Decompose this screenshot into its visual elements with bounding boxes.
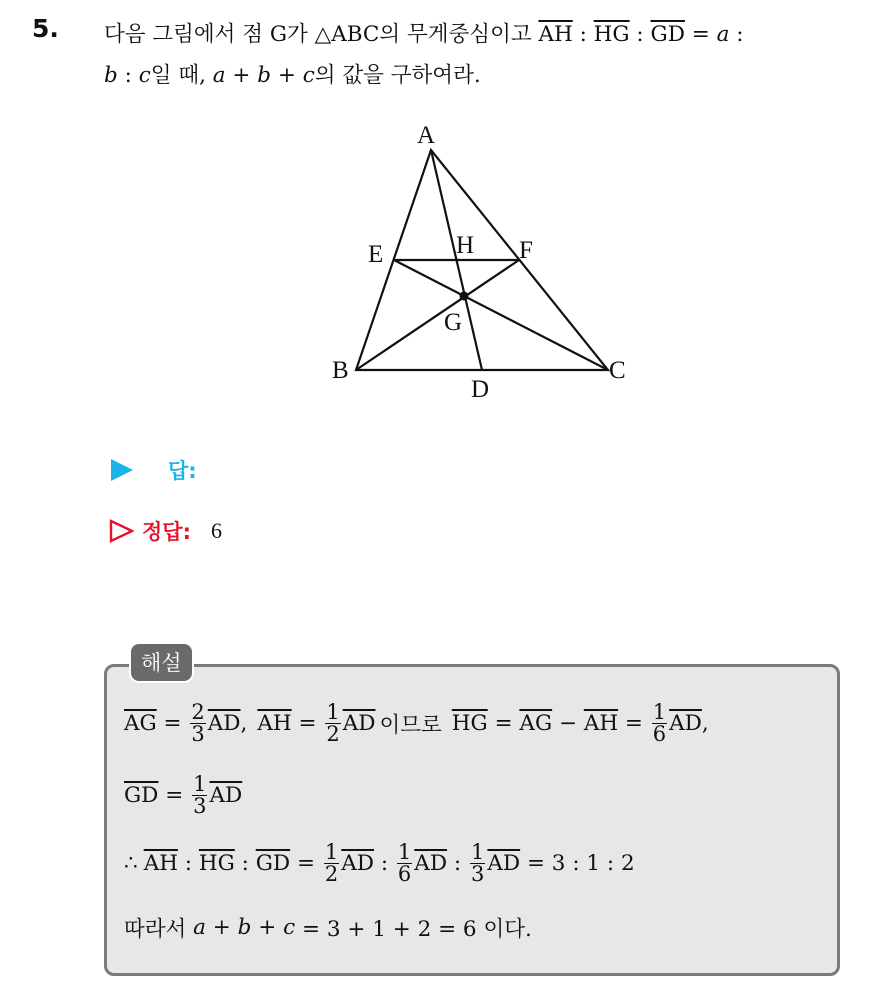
median-be — [356, 260, 519, 370]
answer-label: 답: — [168, 459, 197, 483]
text-imeuro: 이므로 — [379, 713, 442, 739]
colon: : — [234, 851, 256, 877]
colon: : — [117, 63, 139, 88]
numerator: 1 — [652, 700, 667, 724]
equals: = — [684, 22, 717, 47]
var-b: b — [104, 63, 118, 88]
segment-gd: $\overline{GD}$ — [255, 851, 291, 877]
label-h: H — [456, 232, 475, 259]
comma: , — [701, 711, 709, 737]
triangle-abc: △ABC — [314, 22, 380, 47]
colon: : — [572, 22, 594, 47]
var-c: c — [138, 63, 151, 88]
numerator: 1 — [397, 840, 412, 864]
segment-hg: $\overline{HG}$ — [593, 22, 630, 47]
segment-ah: $\overline{AH}$ — [257, 711, 292, 737]
equals: = — [290, 851, 322, 877]
solution-line-4 — [124, 912, 532, 943]
minus: − — [552, 711, 584, 737]
label-a: A — [417, 122, 436, 149]
triangle-figure — [318, 110, 648, 410]
solution-line-2 — [124, 774, 242, 818]
denominator: 3 — [470, 862, 485, 887]
numerator: 1 — [326, 700, 340, 724]
fraction-one-half — [324, 842, 339, 886]
text-ttaraseo: 따라서 — [124, 917, 194, 942]
correct-answer-value: 6 — [210, 518, 222, 543]
correct-answer-row — [108, 516, 222, 546]
question-text-part: 의 값을 구하여라. — [314, 63, 481, 88]
segment-ad: $\overline{AD}$ — [341, 851, 374, 877]
equals: = — [618, 711, 650, 737]
label-d: D — [471, 376, 490, 403]
denominator: 6 — [397, 862, 412, 887]
denominator: 2 — [324, 862, 339, 887]
solution-line-3 — [124, 842, 635, 886]
label-f: F — [519, 237, 533, 264]
label-c: C — [609, 357, 626, 384]
question-text — [104, 14, 864, 96]
centroid-point — [460, 292, 469, 301]
equals: = — [291, 711, 324, 737]
segment-ad: $\overline{AD}$ — [487, 851, 521, 877]
label-b: B — [332, 357, 349, 384]
solution-line-1 — [124, 702, 709, 746]
equals: = — [156, 711, 189, 737]
numerator: 1 — [324, 840, 339, 864]
colon: : — [629, 22, 651, 47]
question-text-part: 일 때, — [150, 63, 213, 88]
therefore-symbol: ∴ — [124, 851, 138, 877]
fraction-one-third — [192, 774, 207, 818]
sum-expression: a + b + c — [193, 915, 296, 940]
denominator: 2 — [326, 722, 340, 747]
final-result: = 3 + 1 + 2 = 6 이다. — [295, 917, 532, 942]
question-text-part: 의 무게중심이고 — [379, 22, 539, 47]
numerator: 1 — [470, 840, 485, 864]
equals: = — [158, 783, 191, 809]
colon: : — [177, 851, 199, 877]
numerator: 2 — [191, 700, 205, 724]
solution-tab: 해설 — [129, 642, 194, 683]
fraction-one-sixth — [397, 842, 412, 886]
denominator: 3 — [191, 722, 205, 747]
segment-ad: $\overline{AD}$ — [207, 711, 241, 737]
fraction-one-third — [470, 842, 485, 886]
numerator: 1 — [193, 772, 207, 796]
segment-ad: $\overline{AD}$ — [414, 851, 448, 877]
fraction-two-thirds — [190, 702, 205, 746]
segment-ad: $\overline{AD}$ — [342, 711, 376, 737]
outline-triangle-icon — [108, 518, 134, 544]
colon: : — [447, 851, 468, 877]
label-g: G — [444, 309, 463, 336]
segment-hg: $\overline{HG}$ — [451, 711, 488, 737]
var-a: a — [716, 22, 730, 47]
median-cf — [394, 260, 608, 370]
question-text-part: 다음 그림에서 점 G가 — [104, 22, 315, 47]
segment-gd: $\overline{GD}$ — [650, 22, 685, 47]
segment-ah: $\overline{AH}$ — [583, 711, 619, 737]
segment-ad: $\overline{AD}$ — [669, 711, 702, 737]
segment-ad: $\overline{AD}$ — [209, 783, 243, 809]
denominator: 3 — [193, 794, 207, 819]
segment-hg: $\overline{HG}$ — [198, 851, 235, 877]
play-triangle-icon — [108, 457, 134, 483]
segment-ag: $\overline{AG}$ — [519, 711, 553, 737]
answer-row — [108, 455, 197, 485]
colon: : — [729, 22, 744, 47]
segment-ah: $\overline{AH}$ — [538, 22, 573, 47]
fraction-one-half — [325, 702, 340, 746]
colon: : — [374, 851, 395, 877]
segment-gd: $\overline{GD}$ — [124, 783, 159, 809]
denominator: 6 — [652, 722, 667, 747]
correct-answer-label: 정답: — [142, 520, 191, 544]
question-number: 5. — [32, 14, 59, 43]
segment-ah: $\overline{AH}$ — [143, 851, 178, 877]
sum-expression: a + b + c — [212, 63, 315, 88]
label-e: E — [368, 241, 384, 268]
fraction-one-sixth — [652, 702, 667, 746]
result-ratio: = 3 : 1 : 2 — [520, 851, 635, 877]
comma: , — [240, 711, 248, 737]
equals: = — [487, 711, 520, 737]
segment-ag: $\overline{AG}$ — [124, 711, 157, 737]
